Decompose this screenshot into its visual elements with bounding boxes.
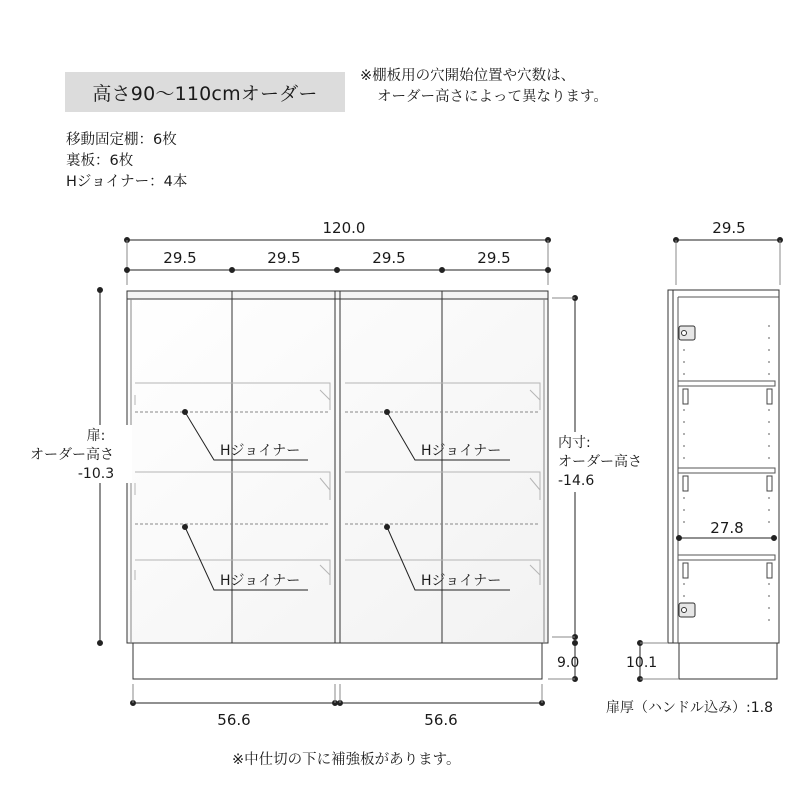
dim-door-height-label-1: 扉: [86,428,106,444]
side-view [638,238,783,682]
joiner-label-2: Hジョイナー [421,443,502,459]
front-view [127,291,548,679]
footer-note: ※中仕切の下に補強板があります。 [232,752,461,768]
spec-item-backboards: 裏板：6枚 [66,153,134,169]
dim-door-widths [125,268,551,273]
dim-total-width-label: 120.0 [322,219,366,237]
dim-door-width-4: 29.5 [477,249,511,267]
dim-inner-height-label-2: オーダー高さ [558,454,642,470]
side-cabinet-body [673,290,779,643]
spec-item-shelves: 移動固定棚：6枚 [66,132,177,148]
dim-inner-height-label-1: 内寸: [558,435,591,451]
page-title-text: 高さ90〜110cmオーダー [92,82,318,105]
header-note-line2: オーダー高さによって異なります。 [377,89,608,105]
joiner-label-3: Hジョイナー [220,573,301,589]
dim-base-height-label: 9.0 [557,655,580,671]
joiner-label-1: Hジョイナー [220,443,301,459]
dim-inner-width-1: 56.6 [217,711,251,729]
dim-inner-widths [131,684,545,706]
joiner-label-4: Hジョイナー [421,573,502,589]
header-note-line1: ※棚板用の穴開始位置や穴数は、 [360,68,576,84]
dim-door-width-1: 29.5 [163,249,197,267]
side-inner-depth-label: 27.8 [710,519,744,537]
dim-door-width-2: 29.5 [267,249,301,267]
dim-inner-width-2: 56.6 [424,711,458,729]
dim-inner-height-label-3: -14.6 [558,473,595,489]
dim-door-height-label-3: -10.3 [77,466,115,482]
front-base-plinth [133,643,542,679]
dim-door-width-3: 29.5 [372,249,406,267]
side-base-height-label: 10.1 [626,655,658,671]
front-top-board [127,291,548,299]
spec-item-joiners: Hジョイナー：4本 [66,174,188,190]
side-depth-label: 29.5 [712,219,746,237]
side-door [668,290,673,643]
dim-door-height-label-2: オーダー高さ [30,447,114,463]
door-thickness-label: 扉厚（ハンドル込み）:1.8 [606,700,773,716]
